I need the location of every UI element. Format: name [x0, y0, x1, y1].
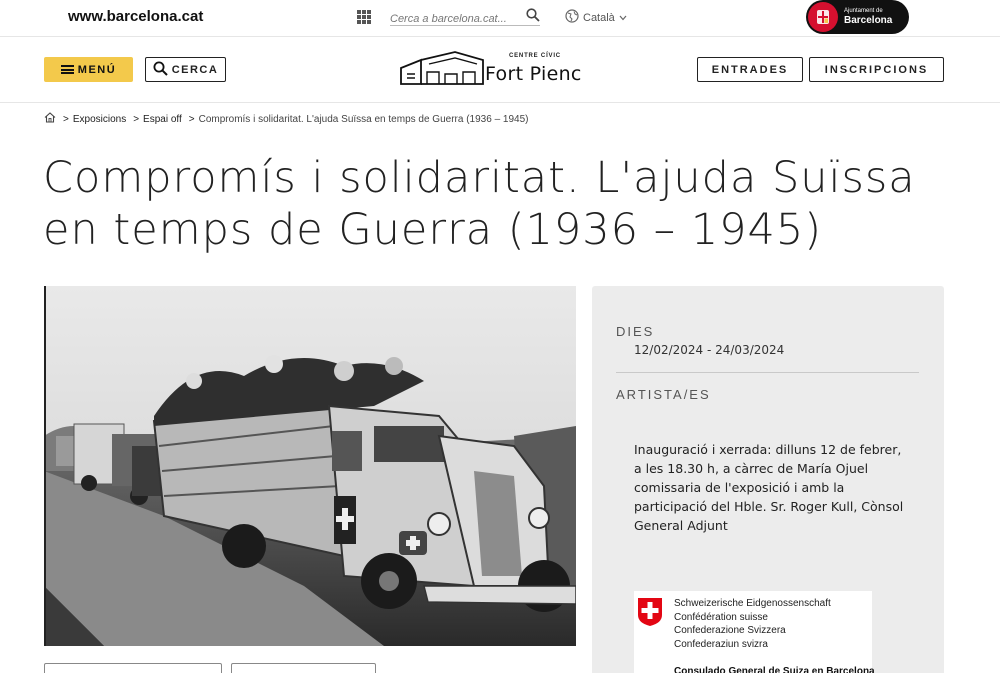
search-label: CERCA [171, 63, 219, 76]
site-search-input[interactable] [390, 13, 520, 25]
exhibition-description: Inauguració i xerrada: dilluns 12 de febrer, a les 18.30 h, a càrrec de María Ojuel comissaria de l'exposició i amb la participació del Hble. Sr. Roger Kull, Cònsol General Adjunt [634, 442, 904, 533]
chevron-down-icon [619, 12, 627, 24]
home-icon[interactable] [44, 112, 56, 126]
menu-button[interactable] [44, 57, 133, 82]
page-title: Compromís i solidaritat. L'ajuda Suïssa en temps de Guerra (1936 – 1945) [43, 153, 916, 255]
swiss-name-fr: Confédération suisse [674, 611, 768, 623]
globe-icon [565, 9, 579, 26]
breadcrumb: > Exposicions > Espai off > Compromís i solidaritat. L'ajuda Suïssa en temps de Guerra (1936 – 1945) [44, 112, 528, 126]
fort-pienc-building-icon [399, 50, 485, 90]
exhibition-photo [44, 286, 576, 646]
swiss-name-de: Schweizerische Eidgenossenschaft [674, 598, 831, 609]
exhibition-info-panel [592, 286, 944, 673]
apps-grid-icon[interactable] [357, 10, 371, 24]
artistes-label: ARTISTA/ES [616, 387, 711, 402]
action-button-1[interactable] [44, 663, 222, 673]
dies-label: DIES [616, 324, 655, 339]
barcelona-site-link[interactable]: www.barcelona.cat [68, 8, 204, 25]
consulado-name: Consulado General de Suiza en Barcelona [674, 666, 875, 673]
ajuntament-barcelona-logo[interactable] [806, 0, 909, 34]
barcelona-seal-icon [808, 2, 838, 32]
swiss-confederation-logo [634, 591, 875, 673]
hamburger-icon [61, 65, 74, 74]
brand-name: Fort Pienc [485, 63, 582, 85]
brand-subtitle: CENTRE CÍVIC [509, 53, 561, 59]
exhibition-dates: 12/02/2024 - 24/03/2024 [634, 343, 785, 357]
info-divider [616, 372, 919, 373]
breadcrumb-espai-off[interactable]: Espai off [143, 113, 182, 125]
search-icon [153, 61, 168, 79]
language-label: Català [583, 11, 615, 24]
breadcrumb-current: Compromís i solidaritat. L'ajuda Suïssa en temps de Guerra (1936 – 1945) [198, 113, 529, 125]
logo-big-text: Barcelona [844, 15, 893, 26]
breadcrumb-exposicions[interactable]: Exposicions [72, 113, 127, 125]
inscripcions-button[interactable]: INSCRIPCIONS [809, 57, 944, 82]
site-search [390, 7, 540, 26]
site-header [0, 37, 1000, 103]
search-icon[interactable] [526, 7, 540, 26]
swiss-name-it: Confederazione Svizzera [674, 625, 786, 636]
swiss-flag-icon [637, 597, 663, 627]
logo-small-text: Ajuntament de [844, 8, 883, 14]
menu-label: MENÚ [77, 63, 117, 76]
swiss-official-names [674, 597, 831, 651]
entrades-button[interactable]: ENTRADES [697, 57, 803, 82]
language-selector[interactable] [565, 9, 627, 26]
search-button[interactable] [145, 57, 226, 82]
action-button-2[interactable] [231, 663, 376, 673]
centre-civic-logo[interactable] [399, 50, 594, 90]
swiss-name-rm: Confederaziun svizra [674, 638, 768, 650]
top-bar [0, 0, 1000, 37]
